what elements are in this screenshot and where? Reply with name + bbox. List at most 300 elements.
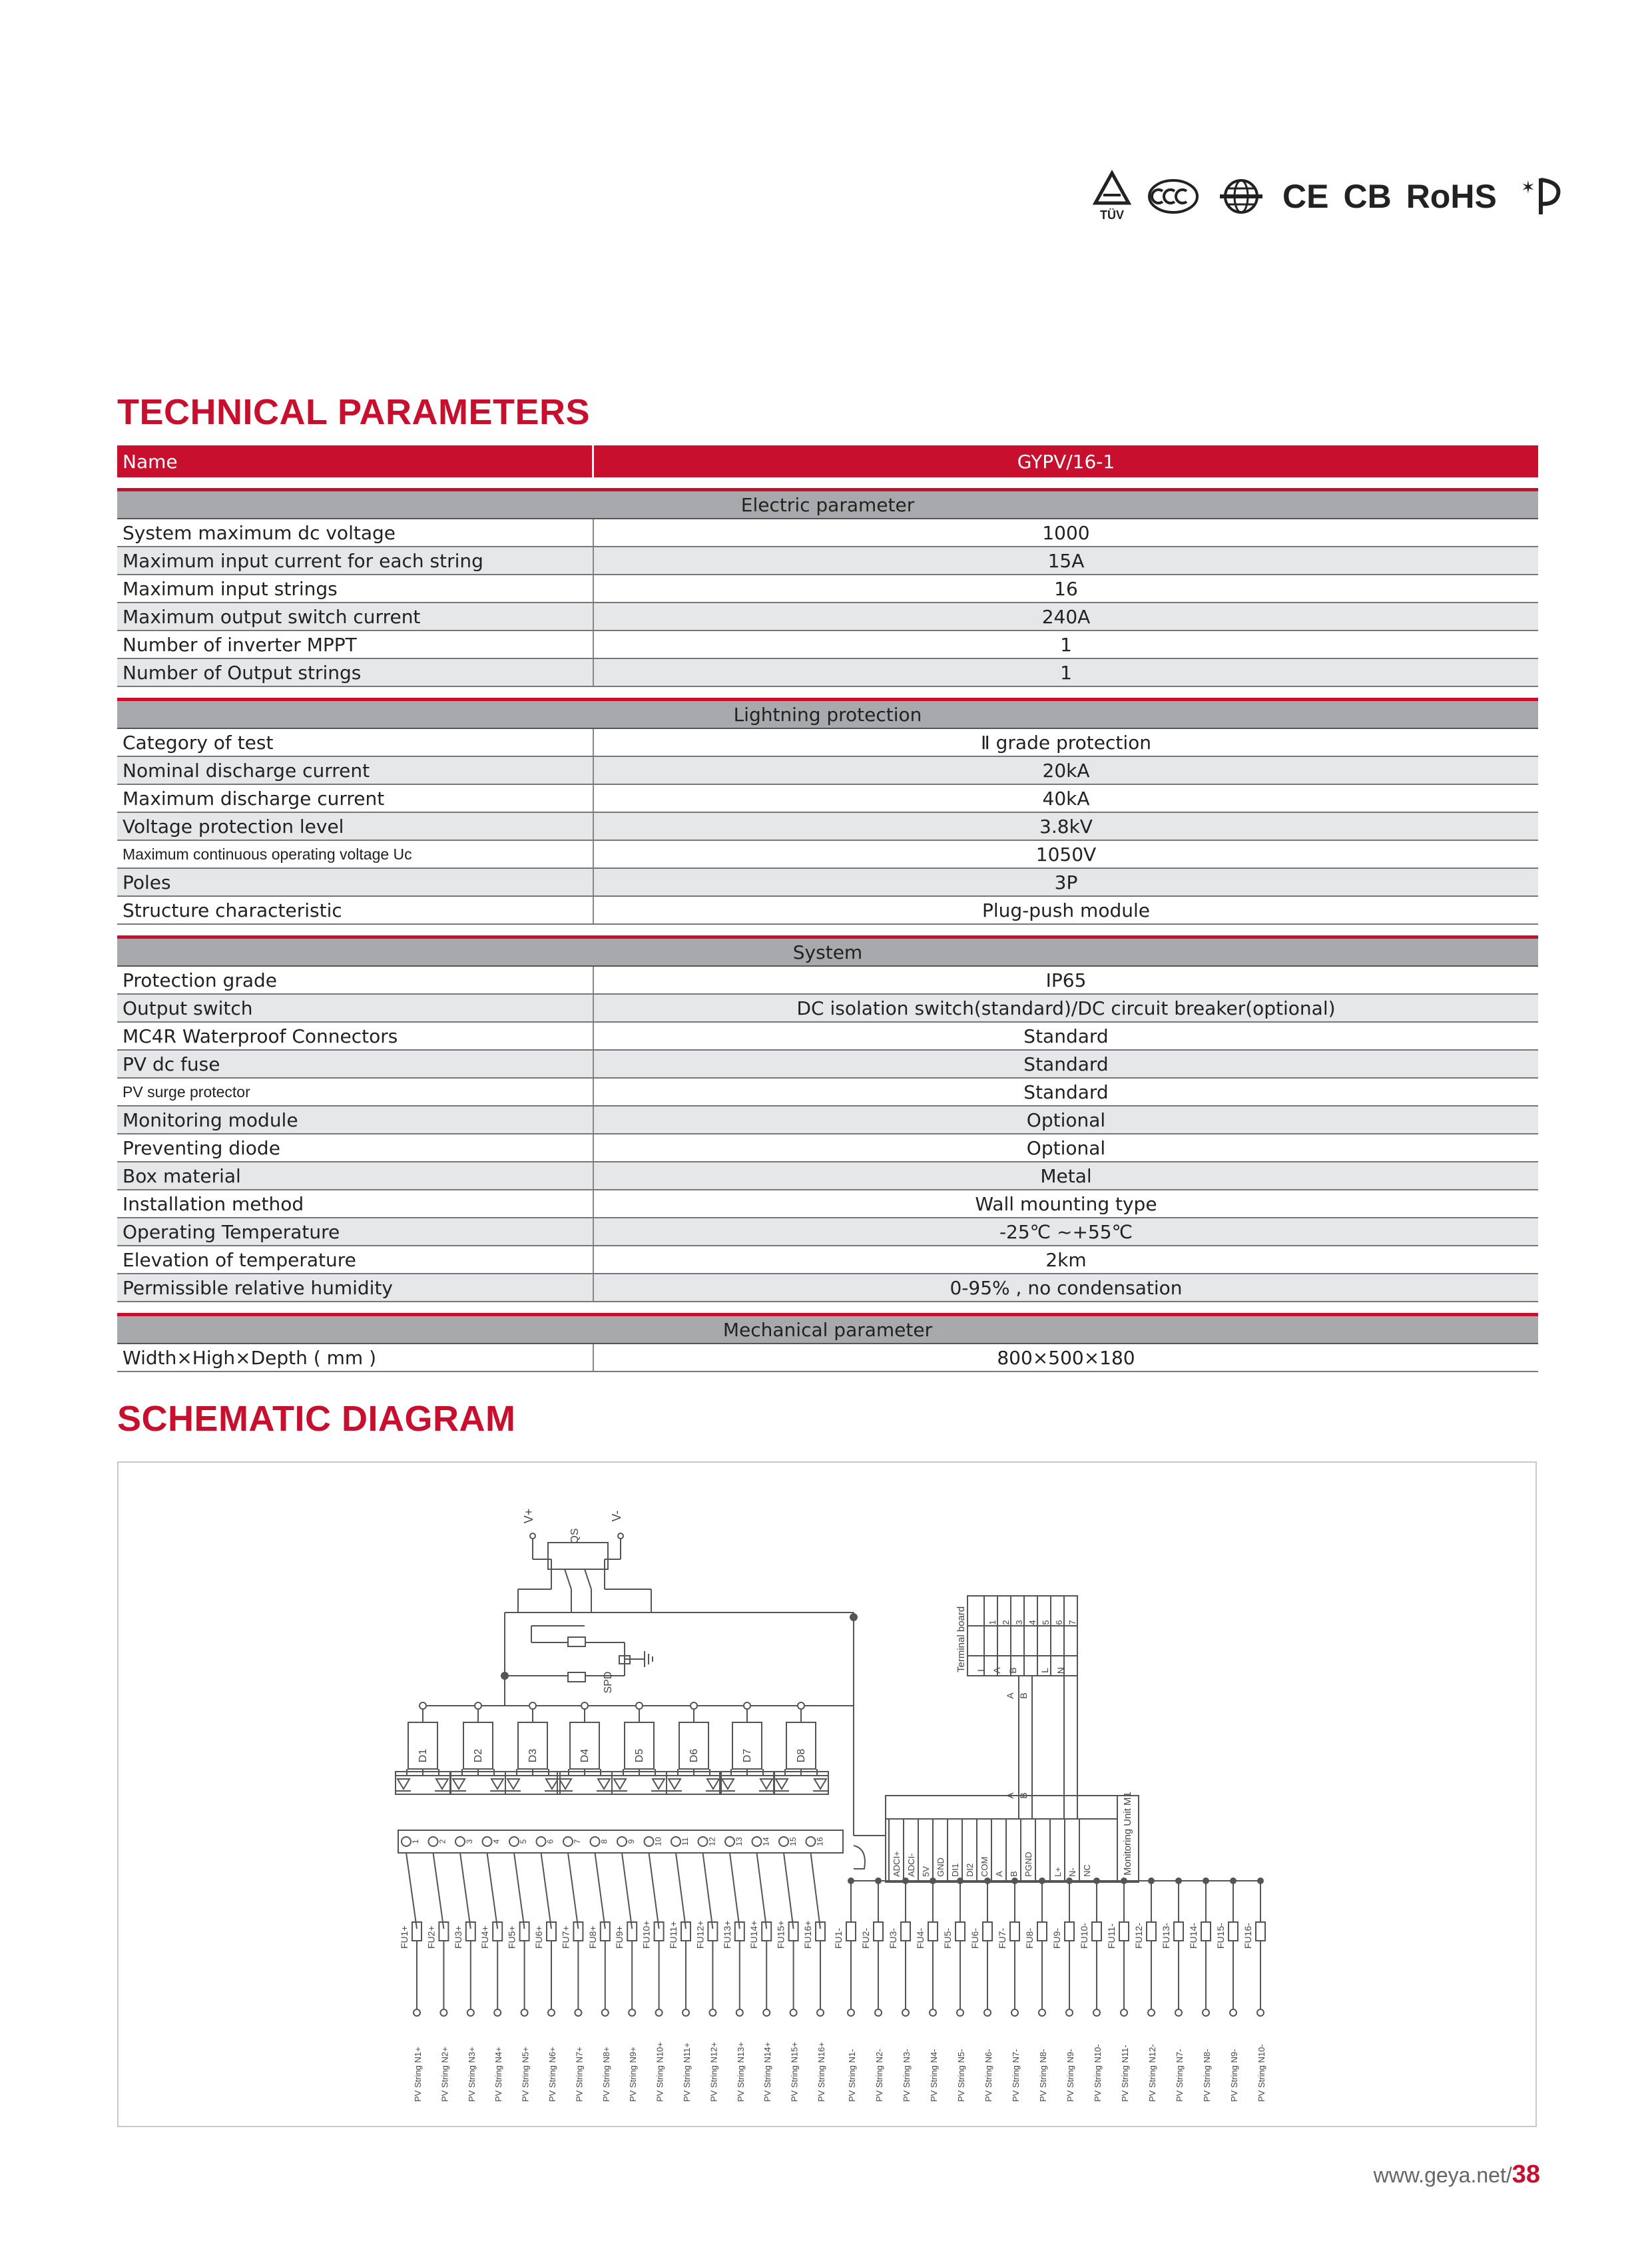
parameter-name-cell: Maximum input strings xyxy=(117,575,594,602)
string-label: PV String N8- xyxy=(1202,2049,1212,2102)
terminal-board-number: 2 xyxy=(1001,1620,1011,1625)
spd-label: SPD xyxy=(603,1671,614,1694)
terminal-number: 2 xyxy=(437,1839,447,1844)
string-terminal xyxy=(1175,2009,1182,2016)
terminal-screw xyxy=(617,1837,627,1846)
parameter-groups xyxy=(117,488,1538,1372)
wire xyxy=(595,1853,605,1929)
tuv-triangle-icon xyxy=(1092,170,1132,223)
fuse-label: FU13- xyxy=(1161,1923,1171,1949)
string-label: PV String N13+ xyxy=(735,2042,746,2102)
string-terminal xyxy=(1230,2009,1237,2016)
string-terminal xyxy=(1093,2009,1100,2016)
parameter-value-cell: 15A xyxy=(1047,549,1085,572)
fuse-label: FU14- xyxy=(1188,1923,1199,1949)
output-terminal xyxy=(530,1533,535,1539)
junction xyxy=(1231,1878,1236,1883)
terminal-board-number: 5 xyxy=(1041,1620,1051,1625)
junction xyxy=(958,1878,963,1883)
terminal-number: 1 xyxy=(411,1839,420,1844)
string-label: PV String N1+ xyxy=(413,2047,423,2102)
diode-symbol xyxy=(707,1779,719,1789)
string-terminal xyxy=(736,2009,743,2016)
fuse-label: FU1- xyxy=(833,1927,844,1949)
terminal-board-number: 4 xyxy=(1027,1620,1037,1625)
junction xyxy=(1067,1878,1072,1883)
junction xyxy=(1203,1878,1209,1883)
fuse-label: FU13+ xyxy=(721,1920,732,1949)
fuse-negative xyxy=(1065,1922,1074,1941)
bus-a-label: A xyxy=(1005,1792,1015,1799)
fuse-negative xyxy=(1010,1922,1019,1941)
wire xyxy=(585,1569,591,1589)
terminal-number: 12 xyxy=(707,1837,717,1846)
fuse-label: FU3- xyxy=(888,1927,898,1949)
parameter-name-cell: Voltage protection level xyxy=(117,813,594,840)
monitor-pin-label: A xyxy=(994,1871,1004,1877)
terminal-screw xyxy=(563,1837,573,1846)
diode-label: D5 xyxy=(634,1748,645,1763)
header-name-cell: Name xyxy=(117,445,594,477)
terminal-screw xyxy=(509,1837,519,1846)
website-url: www.geya.net/ xyxy=(1373,2163,1512,2187)
wire xyxy=(565,1569,571,1589)
junction xyxy=(744,1702,750,1709)
fuse-negative xyxy=(956,1922,965,1941)
junction xyxy=(690,1702,697,1709)
junction xyxy=(1176,1878,1181,1883)
table-row xyxy=(117,519,1538,547)
terminal-number: 4 xyxy=(491,1839,501,1844)
parameter-value-cell: 800×500×180 xyxy=(997,1346,1135,1369)
table-row xyxy=(117,1344,1538,1372)
parameter-group xyxy=(117,488,1538,687)
fuse-label: FU4+ xyxy=(479,1925,491,1949)
wire xyxy=(460,1853,471,1929)
diode-label: D2 xyxy=(473,1748,484,1763)
string-terminal xyxy=(413,2009,420,2016)
parameter-name-cell: Number of Output strings xyxy=(117,659,594,686)
string-label: PV String N6+ xyxy=(547,2047,557,2102)
monitor-pin-label: ADCI- xyxy=(906,1853,916,1877)
string-terminal xyxy=(817,2009,824,2016)
fuse-label: FU3+ xyxy=(452,1925,463,1949)
parameter-group xyxy=(117,698,1538,925)
junction xyxy=(581,1702,588,1709)
group-title: Lightning protection xyxy=(117,698,1538,729)
table-row xyxy=(117,1134,1538,1162)
string-terminal xyxy=(790,2009,797,2016)
parameter-name-cell: Number of inverter MPPT xyxy=(117,631,594,658)
bus-b-label: B xyxy=(1018,1692,1029,1699)
fuse-negative xyxy=(1119,1922,1129,1941)
fuse-label: FU9- xyxy=(1051,1927,1062,1949)
diode-symbol xyxy=(507,1779,519,1789)
terminal-screw xyxy=(591,1837,600,1846)
monitor-pin-label: B xyxy=(1009,1871,1019,1877)
string-label: PV String N10- xyxy=(1256,2044,1266,2102)
fuse-label: FU8- xyxy=(1024,1927,1035,1949)
svg-text:✶: ✶ xyxy=(1520,177,1535,197)
spd-fuse xyxy=(568,1672,585,1682)
table-row xyxy=(117,757,1538,785)
terminal-number: 16 xyxy=(815,1837,825,1846)
group-title: Mechanical parameter xyxy=(117,1313,1538,1344)
parameter-value-cell: IP65 xyxy=(1045,969,1087,991)
string-terminal xyxy=(875,2009,882,2016)
parameter-name-cell: Permissible relative humidity xyxy=(117,1274,594,1301)
table-row xyxy=(117,1218,1538,1246)
junction xyxy=(848,1878,854,1883)
terminal-screw xyxy=(806,1837,816,1846)
string-terminal xyxy=(984,2009,991,2016)
fuse-negative xyxy=(874,1922,883,1941)
table-row xyxy=(117,729,1538,757)
fuse-label: FU15- xyxy=(1215,1923,1226,1949)
parameter-value-cell: Optional xyxy=(1026,1136,1106,1159)
junction xyxy=(1012,1878,1017,1883)
junction xyxy=(1094,1878,1099,1883)
diode-label: D1 xyxy=(417,1748,429,1763)
monitor-pin-label: GND xyxy=(936,1858,946,1877)
wire xyxy=(730,1853,740,1929)
junction xyxy=(1149,1878,1154,1883)
junction xyxy=(876,1878,881,1883)
output-terminal xyxy=(618,1533,623,1539)
parameter-value-cell: 16 xyxy=(1054,577,1078,600)
parameter-value-cell: Metal xyxy=(1040,1164,1092,1187)
terminal-number: 14 xyxy=(761,1837,771,1846)
terminal-board-number: 1 xyxy=(987,1620,997,1625)
string-terminal xyxy=(1066,2009,1073,2016)
parameter-value-cell: Standard xyxy=(1023,1081,1109,1103)
string-label: PV String N4+ xyxy=(493,2047,504,2102)
table-row xyxy=(117,785,1538,813)
fuse-negative xyxy=(1229,1922,1238,1941)
parameter-value-cell: 20kA xyxy=(1042,759,1090,782)
string-label: PV String N6- xyxy=(983,2049,993,2102)
parameter-value-cell: 240A xyxy=(1041,605,1091,628)
string-label: PV String N5+ xyxy=(520,2047,531,2102)
diode-symbol xyxy=(398,1779,410,1789)
wire xyxy=(541,1853,552,1929)
junction xyxy=(1039,1878,1045,1883)
string-label: PV String N12+ xyxy=(708,2042,719,2102)
terminal-screw xyxy=(429,1837,438,1846)
diode-label: D4 xyxy=(579,1748,591,1763)
string-terminal xyxy=(1121,2009,1127,2016)
table-row xyxy=(117,631,1538,659)
fuse-label: FU14+ xyxy=(748,1920,760,1949)
parameter-name-cell: Maximum output switch current xyxy=(117,603,594,630)
diode-symbol xyxy=(436,1779,448,1789)
diode-symbol xyxy=(669,1779,681,1789)
fuse-negative xyxy=(1092,1922,1101,1941)
string-label: PV String N14+ xyxy=(762,2042,773,2102)
parameter-name-cell: Category of test xyxy=(117,729,594,756)
parameter-name-cell: Protection grade xyxy=(117,967,594,993)
wire xyxy=(703,1853,713,1929)
parameter-value-cell: Ⅱ grade protection xyxy=(980,731,1152,754)
string-terminal xyxy=(1203,2009,1209,2016)
terminal-number: 10 xyxy=(653,1837,663,1846)
wire xyxy=(649,1853,659,1929)
parameter-value-cell: Wall mounting type xyxy=(975,1192,1157,1215)
globe-cert-icon xyxy=(1215,176,1268,216)
string-label: PV String N3+ xyxy=(466,2047,477,2102)
parameter-name-cell: Nominal discharge current xyxy=(117,757,594,784)
fuse-negative xyxy=(846,1922,856,1941)
fuse-negative xyxy=(901,1922,910,1941)
diode-symbol xyxy=(614,1779,626,1789)
parameter-name-cell: Width×High×Depth ( mm ) xyxy=(117,1344,594,1371)
parameter-value-cell: Plug-push module xyxy=(982,899,1150,921)
table-row xyxy=(117,603,1538,631)
terminal-board-number: 7 xyxy=(1067,1620,1077,1625)
string-terminal xyxy=(1039,2009,1045,2016)
terminal-board-column: A xyxy=(991,1667,1002,1674)
table-row xyxy=(117,1107,1538,1134)
junction xyxy=(1121,1878,1127,1883)
group-title: Electric parameter xyxy=(117,488,1538,519)
terminal-number: 11 xyxy=(681,1837,690,1846)
wire xyxy=(757,1853,767,1929)
wire xyxy=(406,1853,417,1929)
parameter-name-cell: Maximum discharge current xyxy=(117,785,594,812)
terminal-board-column: L xyxy=(1039,1668,1050,1673)
string-terminal xyxy=(709,2009,716,2016)
fuse-label: FU11- xyxy=(1106,1923,1117,1949)
string-label: PV String N11- xyxy=(1120,2045,1130,2102)
fuse-label: FU1+ xyxy=(399,1925,410,1949)
string-terminal xyxy=(467,2009,474,2016)
diode-symbol xyxy=(722,1779,734,1789)
schematic-diagram xyxy=(119,1463,1535,2126)
terminal-number: 13 xyxy=(734,1837,744,1846)
fuse-negative xyxy=(1037,1922,1047,1941)
string-label: PV String N11+ xyxy=(682,2042,692,2102)
diode-symbol xyxy=(653,1779,665,1789)
string-label: PV String N16+ xyxy=(816,2042,826,2102)
wire xyxy=(784,1853,794,1929)
parameter-name-cell: Structure characteristic xyxy=(117,897,594,923)
fuse-negative xyxy=(1147,1922,1156,1941)
diode-label: D8 xyxy=(796,1748,807,1763)
monitor-pin-label: 5V xyxy=(921,1866,931,1877)
parameter-value-cell: 3.8kV xyxy=(1039,815,1093,838)
monitor-pin-label: ADCI+ xyxy=(892,1851,902,1877)
fuse-label: FU11+ xyxy=(668,1921,679,1949)
terminal-number: 3 xyxy=(465,1839,474,1844)
wire xyxy=(514,1853,525,1929)
page-number: 38 xyxy=(1512,2160,1540,2188)
parameter-value-cell: Optional xyxy=(1026,1109,1106,1131)
parameter-value-cell: 1 xyxy=(1060,661,1072,684)
tuv-caption: TÜV xyxy=(1100,208,1124,222)
parameter-value-cell: 1 xyxy=(1060,633,1072,656)
table-row xyxy=(117,897,1538,925)
ccc-icon xyxy=(1147,176,1200,216)
wire xyxy=(487,1853,498,1929)
fuse-label: FU10+ xyxy=(641,1920,652,1949)
fuse-negative xyxy=(1174,1922,1183,1941)
string-label: PV String N4- xyxy=(929,2049,939,2102)
diode-symbol xyxy=(776,1779,788,1789)
terminal-screw xyxy=(483,1837,492,1846)
fuse-label: FU12+ xyxy=(694,1920,706,1949)
bus-b-label: B xyxy=(1018,1792,1029,1799)
string-label: PV String N7- xyxy=(1011,2049,1021,2102)
string-label: PV String N15+ xyxy=(789,2042,800,2102)
parameter-name-cell: System maximum dc voltage xyxy=(117,519,594,546)
fuse-label: FU5- xyxy=(942,1927,953,1949)
fuse-label: FU12- xyxy=(1133,1923,1144,1949)
parameter-name-cell: Poles xyxy=(117,869,594,895)
string-label: PV String N8+ xyxy=(601,2047,611,2102)
parameter-name-cell: Box material xyxy=(117,1162,594,1189)
diode-symbol xyxy=(453,1779,465,1789)
terminal-number: 8 xyxy=(599,1839,609,1844)
header-model-cell: GYPV/16-1 xyxy=(1017,450,1115,473)
string-label: PV String N3- xyxy=(902,2049,912,2102)
parameter-name-cell: PV dc fuse xyxy=(117,1051,594,1077)
string-label: PV String N2- xyxy=(874,2049,884,2102)
string-label: PV String N9- xyxy=(1065,2049,1075,2102)
diode-label: D6 xyxy=(688,1748,700,1763)
terminal-screw xyxy=(455,1837,465,1846)
junction xyxy=(930,1878,936,1883)
string-label: PV String N9- xyxy=(1229,2049,1239,2102)
parameter-name-cell: Operating Temperature xyxy=(117,1218,594,1245)
wire xyxy=(854,1846,865,1869)
parameter-group xyxy=(117,935,1538,1302)
table-row xyxy=(117,659,1538,687)
fuse-label: FU15+ xyxy=(775,1920,786,1949)
junction xyxy=(985,1878,990,1883)
fuse-label: FU5+ xyxy=(506,1925,517,1949)
string-terminal xyxy=(656,2009,663,2016)
terminal-screw xyxy=(645,1837,654,1846)
cb-mark-icon: CB xyxy=(1343,178,1392,215)
parameter-name-cell: Installation method xyxy=(117,1190,594,1217)
junction xyxy=(419,1702,426,1709)
diode-symbol xyxy=(491,1779,503,1789)
diode-symbol xyxy=(598,1779,610,1789)
string-terminal xyxy=(629,2009,635,2016)
parameter-value-cell: 3P xyxy=(1054,871,1078,893)
table-row xyxy=(117,575,1538,603)
table-row xyxy=(117,813,1538,841)
string-label: PV String N5- xyxy=(956,2049,966,2102)
terminal-screw xyxy=(537,1837,546,1846)
string-terminal xyxy=(957,2009,964,2016)
page-footer xyxy=(1374,2160,1540,2189)
diode-label: D3 xyxy=(527,1748,539,1763)
junction xyxy=(475,1702,481,1709)
terminal-screw xyxy=(752,1837,762,1846)
string-terminal xyxy=(930,2009,936,2016)
string-label: PV String N9+ xyxy=(628,2047,639,2102)
parameter-value-cell: -25℃ ~+55℃ xyxy=(999,1220,1133,1243)
terminal-board-label: Terminal board xyxy=(956,1606,967,1672)
certification-logos xyxy=(1092,170,1565,223)
junction xyxy=(529,1702,536,1709)
terminal-board-number: 6 xyxy=(1054,1620,1064,1625)
parameter-group xyxy=(117,1313,1538,1372)
fuse-label: FU6- xyxy=(969,1927,980,1949)
junction xyxy=(1258,1878,1263,1883)
string-terminal xyxy=(902,2009,909,2016)
qs-label: QS xyxy=(569,1528,581,1544)
parameter-name-cell: Monitoring module xyxy=(117,1107,594,1133)
terminal-screw xyxy=(671,1837,681,1846)
junction xyxy=(903,1878,908,1883)
terminal-board-column: N xyxy=(1055,1666,1066,1674)
group-title: System xyxy=(117,935,1538,967)
wire xyxy=(568,1853,578,1929)
table-row xyxy=(117,841,1538,869)
parameter-name-cell: PV surge protector xyxy=(117,1079,594,1105)
wire xyxy=(622,1853,632,1929)
string-terminal xyxy=(494,2009,501,2016)
string-label: PV String N2+ xyxy=(439,2047,450,2102)
string-terminal xyxy=(548,2009,555,2016)
terminal-screw xyxy=(725,1837,734,1846)
string-label: PV String N12- xyxy=(1147,2044,1157,2102)
monitor-pin-label: NC xyxy=(1082,1864,1092,1877)
fuse-label: FU4- xyxy=(915,1927,926,1949)
terminal-number: 5 xyxy=(519,1839,528,1844)
table-row xyxy=(117,869,1538,897)
parameter-name-cell: Elevation of temperature xyxy=(117,1246,594,1273)
fuse-label: FU16+ xyxy=(802,1920,813,1949)
terminal-board-column: I xyxy=(975,1669,986,1672)
table-row xyxy=(117,1023,1538,1051)
string-terminal xyxy=(1148,2009,1155,2016)
junction xyxy=(636,1702,643,1709)
string-label: PV String N8- xyxy=(1038,2049,1048,2102)
table-header-row xyxy=(117,445,1538,477)
terminal-number: 9 xyxy=(627,1839,636,1844)
fuse-negative xyxy=(928,1922,938,1941)
v-minus-label: V- xyxy=(610,1510,623,1522)
schematic-diagram-frame xyxy=(117,1461,1537,2127)
diode-symbol xyxy=(814,1779,826,1789)
fuse-negative xyxy=(1201,1922,1211,1941)
fuse-label: FU16- xyxy=(1242,1923,1253,1949)
parameter-value-cell: Standard xyxy=(1023,1025,1109,1047)
table-row xyxy=(117,995,1538,1023)
star-p-mark-icon xyxy=(1512,173,1565,220)
table-row xyxy=(117,1079,1538,1107)
ce-mark-icon: CE xyxy=(1282,178,1329,215)
monitor-pin-label: DI1 xyxy=(950,1863,960,1877)
fuse-label: FU2- xyxy=(860,1927,871,1949)
switch-qs xyxy=(548,1543,608,1569)
parameter-name-cell: MC4R Waterproof Connectors xyxy=(117,1023,594,1049)
terminal-board-column: B xyxy=(1007,1667,1018,1674)
string-terminal xyxy=(1257,2009,1264,2016)
parameter-value-cell: Standard xyxy=(1023,1053,1109,1075)
fuse-label: FU7+ xyxy=(560,1925,571,1949)
fuse-negative xyxy=(983,1922,992,1941)
monitor-pin-label: L+ xyxy=(1053,1867,1063,1877)
table-row xyxy=(117,1190,1538,1218)
fuse-label: FU6+ xyxy=(533,1925,544,1949)
string-label: PV String N7- xyxy=(1175,2049,1185,2102)
table-row xyxy=(117,1274,1538,1302)
parameter-name-cell: Maximum input current for each string xyxy=(117,547,594,574)
